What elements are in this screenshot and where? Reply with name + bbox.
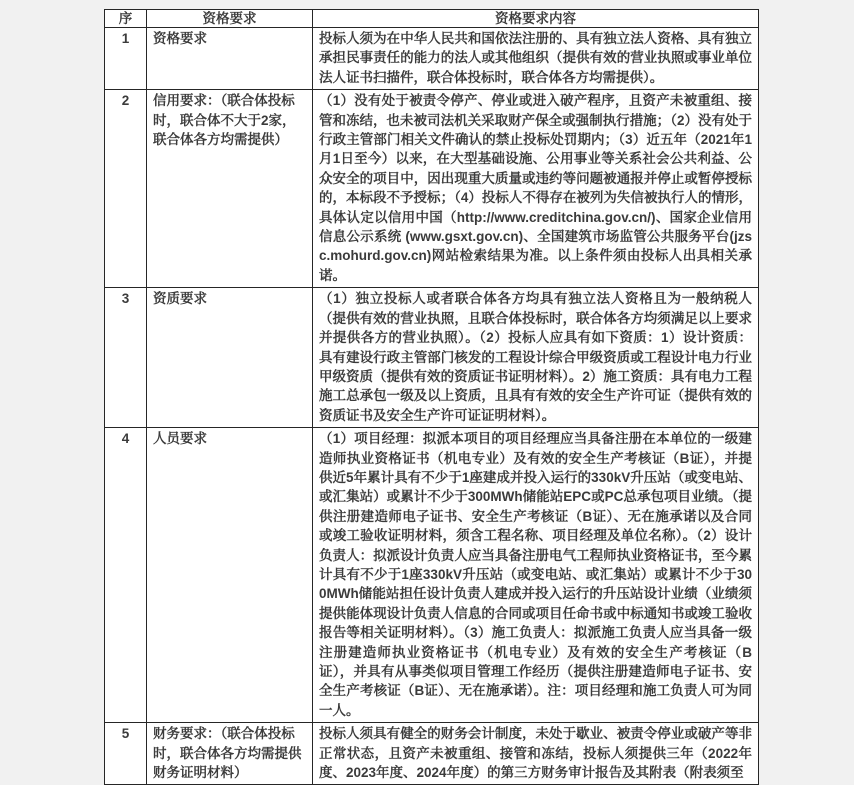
row-seq: 2 xyxy=(105,90,147,288)
row-requirement: 资质要求 xyxy=(147,288,313,428)
row-content: （1）独立投标人或者联合体各方均具有独立法人资格且为一般纳税人（提供有效的营业执照，且联合体投标时，联合体各方均须满足以上要求并提供各方的营业执照）。（2）投标人应具有如下资质：1）设计资质：具有建设行政主管部门核发的工程设计综合甲级资质或工程设计电力行业甲级资质（提供有效的资质证书证明材料）。2）施工资质：具有电力工程施工总承包一级及以上资质，且具有有效的安全生产许可证（提供有效的资质证书及安全生产许可证证明材料）。 xyxy=(319,291,752,423)
table-row xyxy=(105,428,759,723)
qualification-requirements-table xyxy=(104,9,759,785)
table-row xyxy=(105,28,759,90)
row-requirement: 财务要求：（联合体投标时，联合体各方均需提供财务证明材料） xyxy=(147,723,313,785)
row-content: （1）项目经理：拟派本项目的项目经理应当具备注册在本单位的一级建造师执业资格证书（机电专业）及有效的安全生产考核证（B证），并提供近5年累计具有不少于1座建成并投入运行的330kV升压站（或变电站、或汇集站）或累计不少于300MWh储能站EPC或PC总承包项目业绩。（提供注册建造师电子证书、安全生产考核证（B证）、无在施承诺以及合同或竣工验收证明材料，须含工程名称、项目经理及单位名称）。（2）设计负责人：拟派设计负责人应当具备注册电气工程师执业资格证书，至今累计具有不少于1座330kV升压站（或变电站、或汇集站）或累计不少于300MWh储能站担任设计负责人建成并投入运行的升压站设计业绩（业绩须提供能体现设计负责人信息的合同或项目任命书或中标通知书或竣工验收报告等相关证明材料）。（3）施工负责人：拟派施工负责人应当具备一级注册建造师执业资格证书（机电专业）及有效的安全生产考核证（B证），并具有从事类似项目管理工作经历（提供注册建造师电子证书、安全生产考核证（B证）、无在施承诺）。注：项目经理和施工负责人可为同一人。 xyxy=(319,431,752,718)
table-header-row xyxy=(105,10,759,28)
row-seq: 4 xyxy=(105,428,147,723)
row-content: （1）没有处于被责令停产、停业或进入破产程序，且资产未被重组、接管和冻结，也未被司法机关采取财产保全或强制执行措施；（2）没有处于行政主管部门相关文件确认的禁止投标处罚期内；（3）近五年（2021年1月1日至今）以来，在大型基础设施、公用事业等关系社会公共利益、公众安全的项目中，因出现重大质量或违约等问题被通报并停止或暂停授标的，本标段不予授标；（4）投标人不得存在被列为失信被执行人的情形，具体认定以信用中国（http://www.creditchina.gov.cn/)、国家企业信用信息公示系统 (www.gsxt.gov.cn)、全国建筑市场监管公共服务平台(jzsc.mohurd.gov.cn)网站检索结果为准。以上条件须由投标人出具相关承诺。 xyxy=(319,93,752,283)
row-content: 投标人须具有健全的财务会计制度，未处于歇业、被责令停业或破产等非正常状态，且资产未被重组、接管和冻结，投标人须提供三年（2022年度、2023年度、2024年度）的第三方财务审计报告及其附表（附表须至 xyxy=(319,726,752,781)
table-row xyxy=(105,723,759,785)
row-requirement: 人员要求 xyxy=(147,428,313,723)
header-requirement: 资格要求 xyxy=(147,10,313,28)
header-requirement-content: 资格要求内容 xyxy=(313,10,759,28)
row-content: 投标人须为在中华人民共和国依法注册的、具有独立法人资格、具有独立承担民事责任的能力的法人或其他组织（提供有效的营业执照或事业单位法人证书扫描件，联合体投标时，联合体各方均需提供）。 xyxy=(319,31,752,85)
table-row xyxy=(105,90,759,288)
row-seq: 5 xyxy=(105,723,147,785)
row-seq: 3 xyxy=(105,288,147,428)
row-requirement: 资格要求 xyxy=(147,28,313,90)
row-seq: 1 xyxy=(105,28,147,90)
table-row xyxy=(105,288,759,428)
row-requirement: 信用要求：（联合体投标时，联合体不大于2家，联合体各方均需提供） xyxy=(147,90,313,288)
header-seq: 序 xyxy=(105,10,147,28)
qualification-requirements-table-wrap xyxy=(104,9,759,785)
